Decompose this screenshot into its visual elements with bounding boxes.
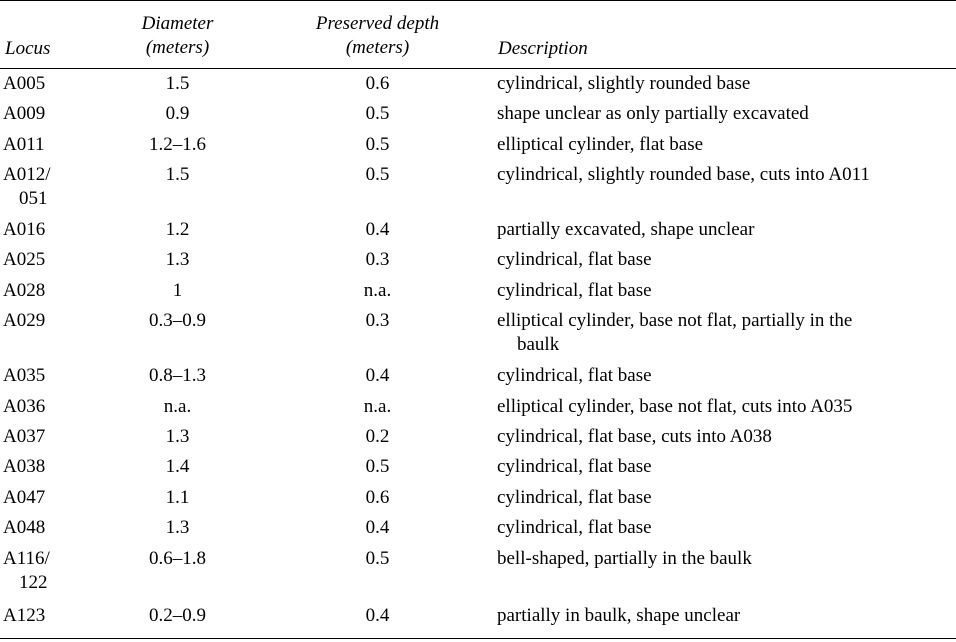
cell-description bbox=[497, 72, 952, 96]
header-diameter-line2: (meters) bbox=[145, 37, 210, 58]
cell-diameter: 1.1 bbox=[165, 487, 190, 508]
cell-depth: 0.5 bbox=[365, 103, 390, 124]
cell-description bbox=[497, 218, 952, 242]
cell-description-text: cylindrical, flat base bbox=[497, 517, 652, 538]
cell-description bbox=[497, 309, 952, 357]
cell-description-cont: baulk bbox=[517, 334, 560, 355]
cell-diameter: 1.2 bbox=[165, 219, 190, 240]
cell-locus bbox=[3, 425, 73, 449]
cell-locus-cont: 051 bbox=[19, 188, 48, 209]
cell-description bbox=[497, 279, 952, 303]
cell-locus bbox=[3, 516, 73, 540]
cell-description bbox=[497, 425, 952, 449]
cell-depth: 0.5 bbox=[365, 134, 390, 155]
header-rule bbox=[0, 68, 956, 69]
cell-diameter: 1.4 bbox=[165, 456, 190, 477]
cell-description-text: cylindrical, flat base bbox=[497, 456, 652, 477]
cell-description-text: shape unclear as only partially excavated bbox=[497, 103, 809, 124]
cell-locus-text: A005 bbox=[3, 73, 46, 94]
cell-diameter: n.a. bbox=[163, 396, 192, 417]
cell-depth: 0.3 bbox=[365, 310, 390, 331]
cell-locus-text: A025 bbox=[3, 249, 46, 270]
cell-locus bbox=[3, 163, 73, 211]
cell-locus-text: A016 bbox=[3, 219, 46, 240]
cell-description-text: cylindrical, flat base bbox=[497, 280, 652, 301]
cell-locus-text: A123 bbox=[3, 605, 46, 626]
cell-diameter: 0.3–0.9 bbox=[149, 310, 206, 331]
table-bottom-rule bbox=[0, 638, 956, 639]
cell-depth: 0.6 bbox=[365, 487, 390, 508]
cell-diameter: 0.8–1.3 bbox=[149, 365, 206, 386]
cell-diameter: 1.3 bbox=[165, 517, 190, 538]
cell-locus-text: A029 bbox=[3, 310, 46, 331]
cell-description bbox=[497, 133, 952, 157]
cell-depth: 0.5 bbox=[365, 164, 390, 185]
cell-locus-text: A028 bbox=[3, 280, 46, 301]
cell-depth: 0.4 bbox=[365, 365, 390, 386]
cell-locus bbox=[3, 395, 73, 419]
cell-locus-text: A011 bbox=[3, 134, 45, 155]
cell-description bbox=[497, 486, 952, 510]
cell-depth: 0.5 bbox=[365, 548, 390, 569]
cell-description-text: cylindrical, flat base, cuts into A038 bbox=[497, 426, 772, 447]
cell-description-text: elliptical cylinder, base not flat, cuts into A035 bbox=[497, 396, 853, 417]
cell-depth: 0.3 bbox=[365, 249, 390, 270]
cell-locus-text: A037 bbox=[3, 426, 46, 447]
cell-locus bbox=[3, 547, 73, 595]
cell-diameter: 0.2–0.9 bbox=[149, 605, 206, 626]
cell-locus-text: A047 bbox=[3, 487, 46, 508]
cell-diameter: 0.6–1.8 bbox=[149, 548, 206, 569]
header-depth-line2: (meters) bbox=[345, 37, 410, 58]
cell-description bbox=[497, 604, 952, 628]
cell-description-text: cylindrical, slightly rounded base bbox=[497, 73, 751, 94]
cell-locus bbox=[3, 364, 73, 388]
cell-locus bbox=[3, 279, 73, 303]
cell-locus-text: A036 bbox=[3, 396, 46, 417]
cell-diameter: 1.2–1.6 bbox=[149, 134, 206, 155]
cell-description-text: partially excavated, shape unclear bbox=[497, 219, 755, 240]
cell-description bbox=[497, 395, 952, 419]
cell-depth: 0.4 bbox=[365, 219, 390, 240]
header-locus: Locus bbox=[5, 38, 51, 59]
cell-locus bbox=[3, 248, 73, 272]
cell-diameter: 1.5 bbox=[165, 164, 190, 185]
cell-locus-text: A009 bbox=[3, 103, 46, 124]
cell-locus-text: A048 bbox=[3, 517, 46, 538]
cell-depth: 0.5 bbox=[365, 456, 390, 477]
cell-description bbox=[497, 547, 952, 571]
cell-depth: n.a. bbox=[363, 396, 392, 417]
cell-description-text: partially in baulk, shape unclear bbox=[497, 605, 741, 626]
cell-locus bbox=[3, 486, 73, 510]
cell-locus-cont: 122 bbox=[19, 572, 48, 593]
cell-description-text: cylindrical, slightly rounded base, cuts into A011 bbox=[497, 164, 870, 185]
cell-description-text: cylindrical, flat base bbox=[497, 249, 652, 270]
cell-description bbox=[497, 248, 952, 272]
header-description: Description bbox=[498, 38, 588, 59]
cell-description bbox=[497, 516, 952, 540]
cell-locus-text: A012/ bbox=[3, 164, 51, 185]
cell-description-text: elliptical cylinder, base not flat, partially in the bbox=[497, 310, 853, 331]
header-diameter-line1: Diameter bbox=[141, 13, 214, 34]
cell-locus bbox=[3, 102, 73, 126]
cell-description bbox=[497, 455, 952, 479]
header-depth-line1: Preserved depth bbox=[315, 13, 440, 34]
header-depth bbox=[300, 12, 455, 60]
cell-depth: 0.4 bbox=[365, 517, 390, 538]
cell-locus bbox=[3, 604, 73, 628]
cell-diameter: 1.3 bbox=[165, 249, 190, 270]
table-header bbox=[0, 0, 956, 68]
cell-locus bbox=[3, 309, 73, 333]
cell-description bbox=[497, 102, 952, 126]
cell-description bbox=[497, 163, 952, 187]
cell-locus bbox=[3, 218, 73, 242]
cell-diameter: 1.3 bbox=[165, 426, 190, 447]
cell-locus-text: A116/ bbox=[3, 548, 50, 569]
cell-locus bbox=[3, 133, 73, 157]
cell-description-text: cylindrical, flat base bbox=[497, 365, 652, 386]
cell-locus bbox=[3, 455, 73, 479]
cell-description-text: cylindrical, flat base bbox=[497, 487, 652, 508]
cell-depth: n.a. bbox=[363, 280, 392, 301]
cell-depth: 0.2 bbox=[365, 426, 390, 447]
cell-depth: 0.4 bbox=[365, 605, 390, 626]
cell-diameter: 1.5 bbox=[165, 73, 190, 94]
cell-diameter: 1 bbox=[172, 280, 183, 301]
cell-description-text: elliptical cylinder, flat base bbox=[497, 134, 704, 155]
header-diameter bbox=[120, 12, 235, 60]
cell-depth: 0.6 bbox=[365, 73, 390, 94]
cell-description bbox=[497, 364, 952, 388]
cell-locus bbox=[3, 72, 73, 96]
cell-locus-text: A035 bbox=[3, 365, 46, 386]
cell-description-text: bell-shaped, partially in the baulk bbox=[497, 548, 752, 569]
cell-diameter: 0.9 bbox=[165, 103, 190, 124]
cell-locus-text: A038 bbox=[3, 456, 46, 477]
